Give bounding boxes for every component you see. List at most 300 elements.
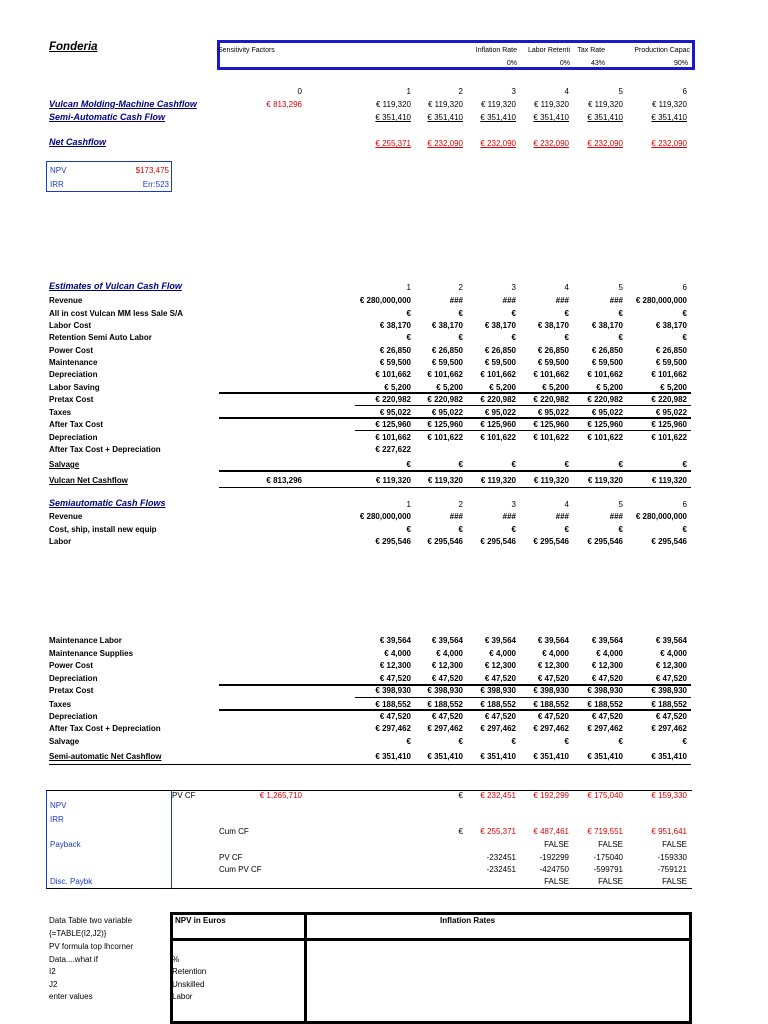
vulcan-cell: € [564,460,569,469]
vulcan-row-label: Taxes [49,408,72,417]
vulcan-cell: € 59,500 [431,358,463,367]
semi-cell: € 39,564 [537,636,569,645]
vulcan-cell: € 101,662 [480,370,516,379]
vulcan-cell: € 38,170 [379,321,411,330]
vulcan-cell: € 26,850 [379,346,411,355]
vulcan-cell: € 220,982 [480,395,516,404]
vulcan-cell: € 125,960 [533,420,569,429]
semi-cell: € 188,552 [480,700,516,709]
data-table-side-label: % [172,955,180,964]
vulcan-cell: € 26,850 [431,346,463,355]
vulcan-cell: € [682,333,687,342]
vulcan-row-label: Maintenance [49,358,98,367]
net-cashflow-cell: € 232,090 [587,139,623,148]
semi-cell: € 297,462 [480,724,516,733]
row-label-0: Vulcan Molding-Machine Cashflow [49,99,197,109]
semi-cell: ### [449,512,463,521]
disc-payback-cell: FALSE [662,877,687,886]
vulcan-cell: € 59,500 [379,358,411,367]
year-header: 4 [564,500,569,509]
cashflow-cell: € 813,296 [266,100,302,109]
vulcan-cell: € 59,500 [537,358,569,367]
vulcan-line [219,487,691,488]
vulcan-cell: € 280,000,000 [635,296,687,305]
net-cashflow-cell: € 232,090 [480,139,516,148]
semi-cell: € 398,930 [427,686,463,695]
vulcan-cell: € [682,460,687,469]
vulcan-cell: € 38,170 [655,321,687,330]
semi-cell: € 188,552 [427,700,463,709]
semi-cell: € 297,462 [587,724,623,733]
cumcf-label: Cum CF [219,827,249,836]
year-header: 2 [458,500,463,509]
semi-cell: € 4,000 [660,649,687,658]
semi-cell: € 398,930 [587,686,623,695]
vulcan-cell: € [406,460,411,469]
semi-cell: € 295,546 [533,537,569,546]
semi-cell: € 4,000 [489,649,516,658]
semi-line [49,764,691,765]
cashflow-cell: € 119,320 [481,100,516,109]
payback-cell: FALSE [598,840,623,849]
vulcan-cell: € 5,200 [384,383,411,392]
vulcan-cell: € 101,622 [533,433,569,442]
vulcan-row-label: After Tax Cost [49,420,104,429]
semi-cell: € 47,520 [431,674,463,683]
semi-cell: € 47,520 [655,674,687,683]
data-table-note: J2 [49,980,58,989]
semi-cell: € 12,300 [431,661,463,670]
vulcan-cell: € [618,333,623,342]
vulcan-cell: € 101,662 [587,370,623,379]
data-table-note: Data Table two variable [49,916,133,925]
cumcf-cell: € 255,371 [480,827,516,836]
semi-cell: € 295,546 [480,537,516,546]
vulcan-row-label: Vulcan Net Cashflow [49,476,128,485]
semi-cell: € 47,520 [591,674,623,683]
pv-irr-label: IRR [50,815,64,824]
vulcan-cell: € 26,850 [484,346,516,355]
vulcan-cell: € 38,170 [537,321,569,330]
cashflow-cell: € 351,410 [375,113,411,122]
vulcan-cell: € [458,309,463,318]
semi-cell: € 188,552 [375,700,411,709]
data-table-note: PV formula top lhcorner [49,942,134,951]
sens-header: Labor Retenti [527,47,570,54]
data-table-divider [304,912,307,1024]
sens-header: Inflation Rate [475,47,517,54]
net-cashflow-label: Net Cashflow [49,137,107,147]
semi-cell: € 47,520 [537,712,569,721]
semi-cell: € 47,520 [484,712,516,721]
vulcan-cell: € [458,333,463,342]
pvcf-total: € 1,265,710 [259,791,302,800]
cashflow-cell: € 119,320 [588,100,623,109]
vulcan-cell: € 125,960 [480,420,516,429]
semi-cell: € 398,930 [651,686,687,695]
semi-cell: € 295,546 [427,537,463,546]
net-cashflow-cell: € 232,090 [533,139,569,148]
data-table-divider [170,938,692,941]
year-header: 3 [511,87,516,96]
vulcan-cell: € 5,200 [542,383,569,392]
vulcan-line [355,430,691,431]
semi-line [355,697,691,698]
vulcan-cell: € 119,320 [587,476,623,485]
vulcan-cell: € [406,309,411,318]
semi-row-label: Taxes [49,700,72,709]
vulcan-cell: € [564,333,569,342]
sens-value: 43% [590,60,605,67]
semi-cell: € 351,410 [375,752,411,761]
vulcan-cell: € 95,022 [379,408,411,417]
vulcan-cell: € 38,170 [431,321,463,330]
year-header: 0 [297,87,302,96]
vulcan-cell: € 119,320 [533,476,569,485]
semi-cell: € [682,525,687,534]
semi-cell: € 297,462 [427,724,463,733]
year-header: 1 [406,283,411,292]
vulcan-cell: € 95,022 [655,408,687,417]
sens-value: 0% [559,60,570,67]
vulcan-cell: € 101,662 [375,370,411,379]
vulcan-cell: € 5,200 [436,383,463,392]
pvcf2-cell: -232451 [486,853,516,862]
semi-row-label: Depreciation [49,674,98,683]
disc-payback-label: Disc. Paybk [50,877,93,886]
year-header: 2 [458,87,463,96]
semi-row-label: Salvage [49,737,80,746]
year-header: 5 [618,87,623,96]
cashflow-cell: € 351,410 [427,113,463,122]
cum-pvcf-label: Cum PV CF [219,865,262,874]
semi-cell: € 12,300 [379,661,411,670]
semi-cell: € 4,000 [596,649,623,658]
cashflow-cell: € 351,410 [587,113,623,122]
vulcan-cell: € 227,622 [375,445,411,454]
semi-cell: € 398,930 [375,686,411,695]
semi-cell: € 295,546 [587,537,623,546]
year-header: 5 [618,500,623,509]
vulcan-cell: € 101,662 [651,370,687,379]
semi-row-label: Maintenance Labor [49,636,122,645]
vulcan-cell: € 119,320 [375,476,411,485]
vulcan-cell: € 59,500 [484,358,516,367]
vulcan-cell: € 125,960 [427,420,463,429]
pvcf-cell: € [458,791,463,800]
data-table-side-label: Unskilled [172,980,205,989]
semi-row-label: Labor [49,537,72,546]
semi-cell: € [618,525,623,534]
semi-cell: € 39,564 [484,636,516,645]
semi-cell: € 12,300 [484,661,516,670]
vulcan-cell: € [618,460,623,469]
semi-cell: € 295,546 [375,537,411,546]
semi-cell: € 47,520 [591,712,623,721]
year-header: 5 [618,283,623,292]
cashflow-cell: € 119,320 [376,100,411,109]
vulcan-cell: ### [502,296,516,305]
disc-payback-cell: FALSE [598,877,623,886]
net-cashflow-cell: € 232,090 [651,139,687,148]
sens-header: Production Capac [634,47,690,54]
sensitivity-factors-box[interactable] [217,40,695,70]
sens-value: 0% [506,60,517,67]
semi-cell: € 47,520 [379,674,411,683]
cashflow-cell: € 351,410 [480,113,516,122]
semi-row-label: Semi-automatic Net Cashflow [49,752,162,761]
semi-cell: € 47,520 [379,712,411,721]
data-table-side-label: Labor [172,992,193,1001]
data-table-side-label: Retention [172,967,207,976]
semi-cell: ### [502,512,516,521]
vulcan-thick-line [219,470,691,472]
vulcan-cell: € 220,982 [651,395,687,404]
semi-cell: € 4,000 [542,649,569,658]
vulcan-cell: € 38,170 [484,321,516,330]
semi-cell: € [682,737,687,746]
cum-pvcf-cell: -759121 [657,865,687,874]
cumcf-cell: € 951,641 [651,827,687,836]
vulcan-cell: € 101,622 [587,433,623,442]
semi-cell: € 297,462 [651,724,687,733]
year-header: 6 [682,87,687,96]
vulcan-cell: € 280,000,000 [359,296,411,305]
semi-row-label: Revenue [49,512,83,521]
vulcan-cell: € [511,309,516,318]
data-table-note: I2 [49,967,56,976]
vulcan-cell: € 101,662 [533,370,569,379]
page-title: Fonderia [49,41,98,53]
pvcf-cell: € 232,451 [480,791,516,800]
year-header: 6 [682,283,687,292]
data-table-note: Data....what if [49,955,98,964]
vulcan-cell: € [458,460,463,469]
vulcan-row-label: Revenue [49,296,83,305]
vulcan-cell: ### [555,296,569,305]
semi-cell: € 39,564 [591,636,623,645]
vulcan-cell: € 220,982 [427,395,463,404]
semi-row-label: Cost, ship, install new equip [49,525,157,534]
year-header: 3 [511,500,516,509]
pvcf-cell: € 192,299 [533,791,569,800]
vulcan-row-label: Depreciation [49,433,98,442]
vulcan-cell: € [618,309,623,318]
pvcf-cell: € 159,330 [651,791,687,800]
semi-cell: € 280,000,000 [359,512,411,521]
semi-row-label: Depreciation [49,712,98,721]
semi-row-label: Maintenance Supplies [49,649,134,658]
cashflow-cell: € 119,320 [652,100,687,109]
semi-cell: € [458,737,463,746]
npv-euros-header: NPV in Euros [175,916,226,925]
semi-cell: € 280,000,000 [635,512,687,521]
semi-cell: € 398,930 [480,686,516,695]
semi-cell: € 47,520 [537,674,569,683]
vulcan-cell: € 125,960 [587,420,623,429]
vulcan-cell: € 95,022 [484,408,516,417]
semi-thick-line [219,709,691,711]
irr-label: IRR [50,180,64,189]
vulcan-row-label: Power Cost [49,346,94,355]
vulcan-cell: € 5,200 [596,383,623,392]
semi-row-label: Power Cost [49,661,94,670]
vulcan-row-label: Labor Saving [49,383,100,392]
semi-cell: € 4,000 [384,649,411,658]
vulcan-cell: € 220,982 [375,395,411,404]
vulcan-cell: € 119,320 [651,476,687,485]
payback-cell: FALSE [544,840,569,849]
cum-pvcf-cell: -424750 [539,865,569,874]
year-header: 4 [564,283,569,292]
pvcf2-cell: -159330 [657,853,687,862]
pvcf-label: PV CF [172,791,196,800]
payback-label: Payback [50,840,81,849]
vulcan-thick-line [219,417,691,419]
semi-cell: € 297,462 [375,724,411,733]
vulcan-cell: € 59,500 [655,358,687,367]
vulcan-cell: € [511,460,516,469]
vulcan-cell: € 220,982 [587,395,623,404]
cum-pvcf-cell: -599791 [593,865,623,874]
semi-cell: € 351,410 [427,752,463,761]
vulcan-cell: ### [449,296,463,305]
semi-cell: € 12,300 [591,661,623,670]
semi-cell: € [564,737,569,746]
vulcan-row-label: After Tax Cost + Depreciation [49,445,161,454]
semi-cell: € 47,520 [431,712,463,721]
vulcan-row-label: Pretax Cost [49,395,94,404]
semi-cell: ### [555,512,569,521]
pvcf-cell: € 175,040 [587,791,623,800]
semi-section-title: Semiautomatic Cash Flows [49,498,166,508]
vulcan-cell: € 95,022 [431,408,463,417]
semi-cell: € 39,564 [431,636,463,645]
net-cashflow-cell: € 255,371 [375,139,411,148]
vulcan-cell: € 95,022 [591,408,623,417]
semi-row-label: Pretax Cost [49,686,94,695]
semi-cell: € 351,410 [533,752,569,761]
data-table-note: enter values [49,992,93,1001]
vulcan-cell: € 119,320 [427,476,463,485]
vulcan-cell: € 101,622 [427,433,463,442]
cumcf-cell: € [458,827,463,836]
vulcan-cell: € 5,200 [660,383,687,392]
vulcan-row-label: Labor Cost [49,321,92,330]
irr-value: Err:523 [142,180,169,189]
vulcan-cell: € 101,622 [480,433,516,442]
semi-cell: € 47,520 [484,674,516,683]
year-header: 3 [511,283,516,292]
semi-cell: € 297,462 [533,724,569,733]
semi-cell: € 351,410 [651,752,687,761]
cashflow-cell: € 119,320 [428,100,463,109]
pvcf2-cell: -175040 [593,853,623,862]
sensitivity-label: Sensitivity Factors [218,47,275,54]
semi-cell: € 47,520 [655,712,687,721]
semi-cell: € [511,525,516,534]
sens-value: 90% [673,60,688,67]
semi-cell: € 398,930 [533,686,569,695]
npv-label: NPV [50,166,67,175]
vulcan-row-label: Depreciation [49,370,98,379]
year-header: 6 [682,500,687,509]
vulcan-cell: € 26,850 [591,346,623,355]
vulcan-cell: € 26,850 [537,346,569,355]
cashflow-cell: € 119,320 [534,100,569,109]
semi-cell: € [406,737,411,746]
vulcan-cell: € 101,622 [651,433,687,442]
vulcan-cell: ### [609,296,623,305]
vulcan-cell: € [511,333,516,342]
vulcan-cell: € 125,960 [375,420,411,429]
vulcan-pre-value: € 813,296 [266,476,302,485]
data-table-note: {=TABLE(I2,J2)} [49,929,107,938]
semi-cell: € 188,552 [533,700,569,709]
net-cashflow-cell: € 232,090 [427,139,463,148]
vulcan-cell: € 119,320 [480,476,516,485]
vulcan-cell: € [406,333,411,342]
vulcan-cell: € 125,960 [651,420,687,429]
vulcan-cell: € 5,200 [489,383,516,392]
vulcan-cell: € [682,309,687,318]
vulcan-thick-line [219,392,691,394]
vulcan-row-label: Salvage [49,460,80,469]
vulcan-cell: € 101,662 [427,370,463,379]
vulcan-cell: € 101,662 [375,433,411,442]
semi-cell: € [618,737,623,746]
vulcan-row-label: All in cost Vulcan MM less Sale S/A [49,309,183,318]
vulcan-line [355,405,691,406]
semi-row-label: After Tax Cost + Depreciation [49,724,161,733]
year-header: 1 [406,87,411,96]
year-header: 2 [458,283,463,292]
semi-cell: ### [609,512,623,521]
inflation-rates-header: Inflation Rates [440,916,496,925]
cumcf-cell: € 719,551 [587,827,623,836]
npv-value: $173,475 [135,166,169,175]
row-label-1: Semi-Automatic Cash Flow [49,112,166,122]
pv-npv-label: NPV [50,801,67,810]
vulcan-cell: € 26,850 [655,346,687,355]
semi-cell: € 12,300 [655,661,687,670]
semi-cell: € [458,525,463,534]
cum-pvcf-cell: -232451 [486,865,516,874]
semi-cell: € 39,564 [379,636,411,645]
cashflow-cell: € 351,410 [533,113,569,122]
data-table-box [170,912,692,1024]
vulcan-row-label: Retention Semi Auto Labor [49,333,152,342]
vulcan-cell: € [564,309,569,318]
semi-cell: € 39,564 [655,636,687,645]
pvcf2-label: PV CF [219,853,243,862]
cashflow-cell: € 351,410 [651,113,687,122]
semi-cell: € [564,525,569,534]
semi-cell: € 351,410 [587,752,623,761]
sens-header: Tax Rate [577,47,605,54]
cumcf-cell: € 487,461 [533,827,569,836]
semi-cell: € 188,552 [587,700,623,709]
semi-cell: € 188,552 [651,700,687,709]
semi-cell: € 295,546 [651,537,687,546]
vulcan-cell: € 38,170 [591,321,623,330]
payback-cell: FALSE [662,840,687,849]
year-header: 1 [406,500,411,509]
vulcan-cell: € 95,022 [537,408,569,417]
semi-thick-line [219,684,691,686]
semi-cell: € 12,300 [537,661,569,670]
semi-cell: € 351,410 [480,752,516,761]
